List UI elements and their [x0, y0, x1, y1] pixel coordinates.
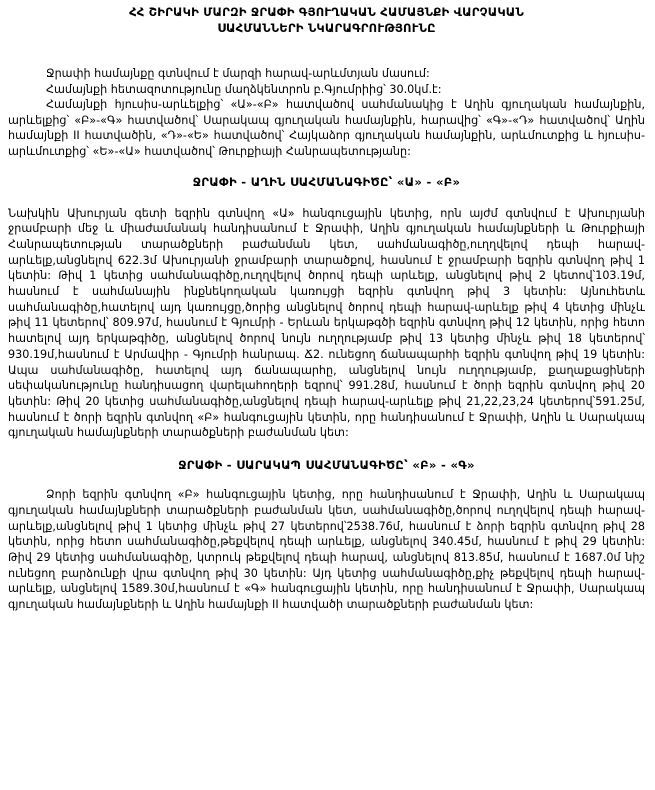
section-heading-jrapi-sarakap: ՋՐԱՓԻ - ՍԱՐԱԿԱՊ ՍԱՀՄԱՆԱԳԻԾԸ՝ «Բ» - «Գ»	[178, 458, 475, 473]
title-line-1: ՀՀ ՇԻՐԱԿԻ ՄԱՐԶԻ ՋՐԱՓԻ ԳՅՈՒՂԱԿԱՆ ՀԱՄԱՅՆՔԻ ՎԱՐՉԱԿԱՆ	[129, 5, 524, 19]
section-body-jrapi-sarakap: Ձորի եզրին գտնվող «Բ» հանգուցային կետից, որը հանդիսանում է Ջրափի, Աղին և Սարակապ գյուղական համայնքների տարածքների բաժանման կետ, սահմանագիծը,ծորով ուղղվելով դեպի հարավ-արևելք,անցնելով թիվ 1 կետից մինչև թիվ 27 կետերով՝2538.76մ, հասնում է ձորի եզրին գտնվող թիվ 28 կետին, որից հետո սահմանագիծը,թեքվելով դեպի արևելք, անցնելով 340.45մ, հասնում է թիվ 29 կետին: Թիվ 29 կետից սահմանագիծը, կտրուկ թեքվելով դեպի հարավ, անցնելով 813.85մ, հասնում է 1687.0մ նիշ ունեցող բարձունքի վրա գտնվող թիվ 30 կետին: Այդ կետից սահմանագիծը,քիչ թեքվելով դեպի հարավ-արևելք, անցնելով 1589.30մ,հասնում է «Գ» հանգուցային կետին, որը հանդիսանում է Ջրափի, Սարակապ գյուղական համայնքների և Աղին համայնքի II հատվածի տարածքների բաժանման կետ:	[8, 488, 645, 612]
section-body-jrapi-aghin: Նախկին Ախուրյան գետի եզրին գտնվող «Ա» հանգուցային կետից, որն այժմ գտնվում է Ախուրյանի ջրամբարի մեջ և միաժամանակ հանդիսանում է Ջրափի, Աղին գյուղական համայնքների և Թուրքիայի Հանրապետության տարածքների բաժանման կետ, սահմանագիծը,ուղղվելով դեպի հարավ-արևելք,անցնելով 622.3մ Ախուրյանի ջրամբարի տարածքով, հասնում է ջրամբարի եզրին գտնվող թիվ 1 կետին: Թիվ 1 կետից սահմանագիծը,ուղղվելով ծորով դեպի արևելք, անցնելով թիվ 2 կետով՝103.19մ, հասնում է սահմանային ինքնեկողական կառույցի եզրին գտնվող թիվ 3 կետին: Այնուհետև սահմանագիծը,հատելով այդ կառույցը,ծորից անցնելով ծորով դեպի հարավ-արևելք թիվ 4 կետից մինչև թիվ 11 կետերով՝ 809.97մ, հասնում է Գյումրի - Երևան երկաթգծի եզրին գտնվող թիվ 12 կետին, որից հետո հատելով այդ երկաթգիծը, անցնելով ծորով նույն ուղղությամբ թիվ 13 կետից մինչև թիվ 18 կետերով՝ 930.19մ,հասնում է Արմավիր - Գյումրի հանրապ. Ճ2. ունեցող ճանապարհի եզրին գտնվող թիվ 19 կետին: Ապա սահմանագիծը, հատելով այդ ճանապարհը, անցնելով նույն ուղղությամբ, քաղաքացիների սեփականությունը հանդիսացող վարելահողերի եզրով՝ 991.28մ, հասնում է ծորի եզրին գտնվող թիվ 20 կետին: Թիվ 20 կետից սահմանագիծը,անցնելով դեպի հարավ-արևելք թիվ 21,22,23,24 կետերով՝591.25մ, հասնում է ծորի եզրին գտնվող «Բ» հանգուցային կետին, որը հանդիսանում է Ջրափի, Աղին և Սարակապ գյուղական համայնքների տարածքների բաժանման կետ:	[8, 206, 645, 440]
intro-paragraph-distance: Համայնքի հետազոտությունը մաղձկենտրոն բ.Գյումրիից՝ 30.0կմ.է:	[46, 82, 442, 96]
intro-paragraph-location: Ջրափի համայնքը գտնվում է մարզի հարավ-արևմտյան մասում:	[46, 67, 430, 80]
intro-paragraph-borders: Համայնքի հյուսիս-արևելքից՝ «Ա»-«Բ» հատվածով սահմանակից է Աղին գյուղական համայնքին, արևելքից՝ «Բ»-«Գ» հատվածով՝ Սարակապ գյուղական համայնքին, հարավից՝ «Գ»-«Դ» հատվածով՝ Աղին համայնքի II հատվածին, «Դ»-«Ե» հատվածով՝ Հայկաձոր գյուղական համայնքին, արևմուտքից և հյուսիս-արևմուտքից՝ «Ե»-«Ա» հատվածով՝ Թուրքիայի Հանրապետությանը:	[8, 98, 645, 158]
title-line-2: ՍԱՀՄԱՆՆԵՐԻ ՆԿԱՐԱԳՐՈՒԹՅՈՒՆԸ	[217, 21, 436, 35]
document-title	[8, 4, 645, 36]
intro-section	[8, 66, 645, 160]
section-heading-jrapi-aghin: ՋՐԱՓԻ - ԱՂԻՆ ՍԱՀՄԱՆԱԳԻԾԸ՝ «Ա» - «Բ»	[192, 174, 461, 189]
